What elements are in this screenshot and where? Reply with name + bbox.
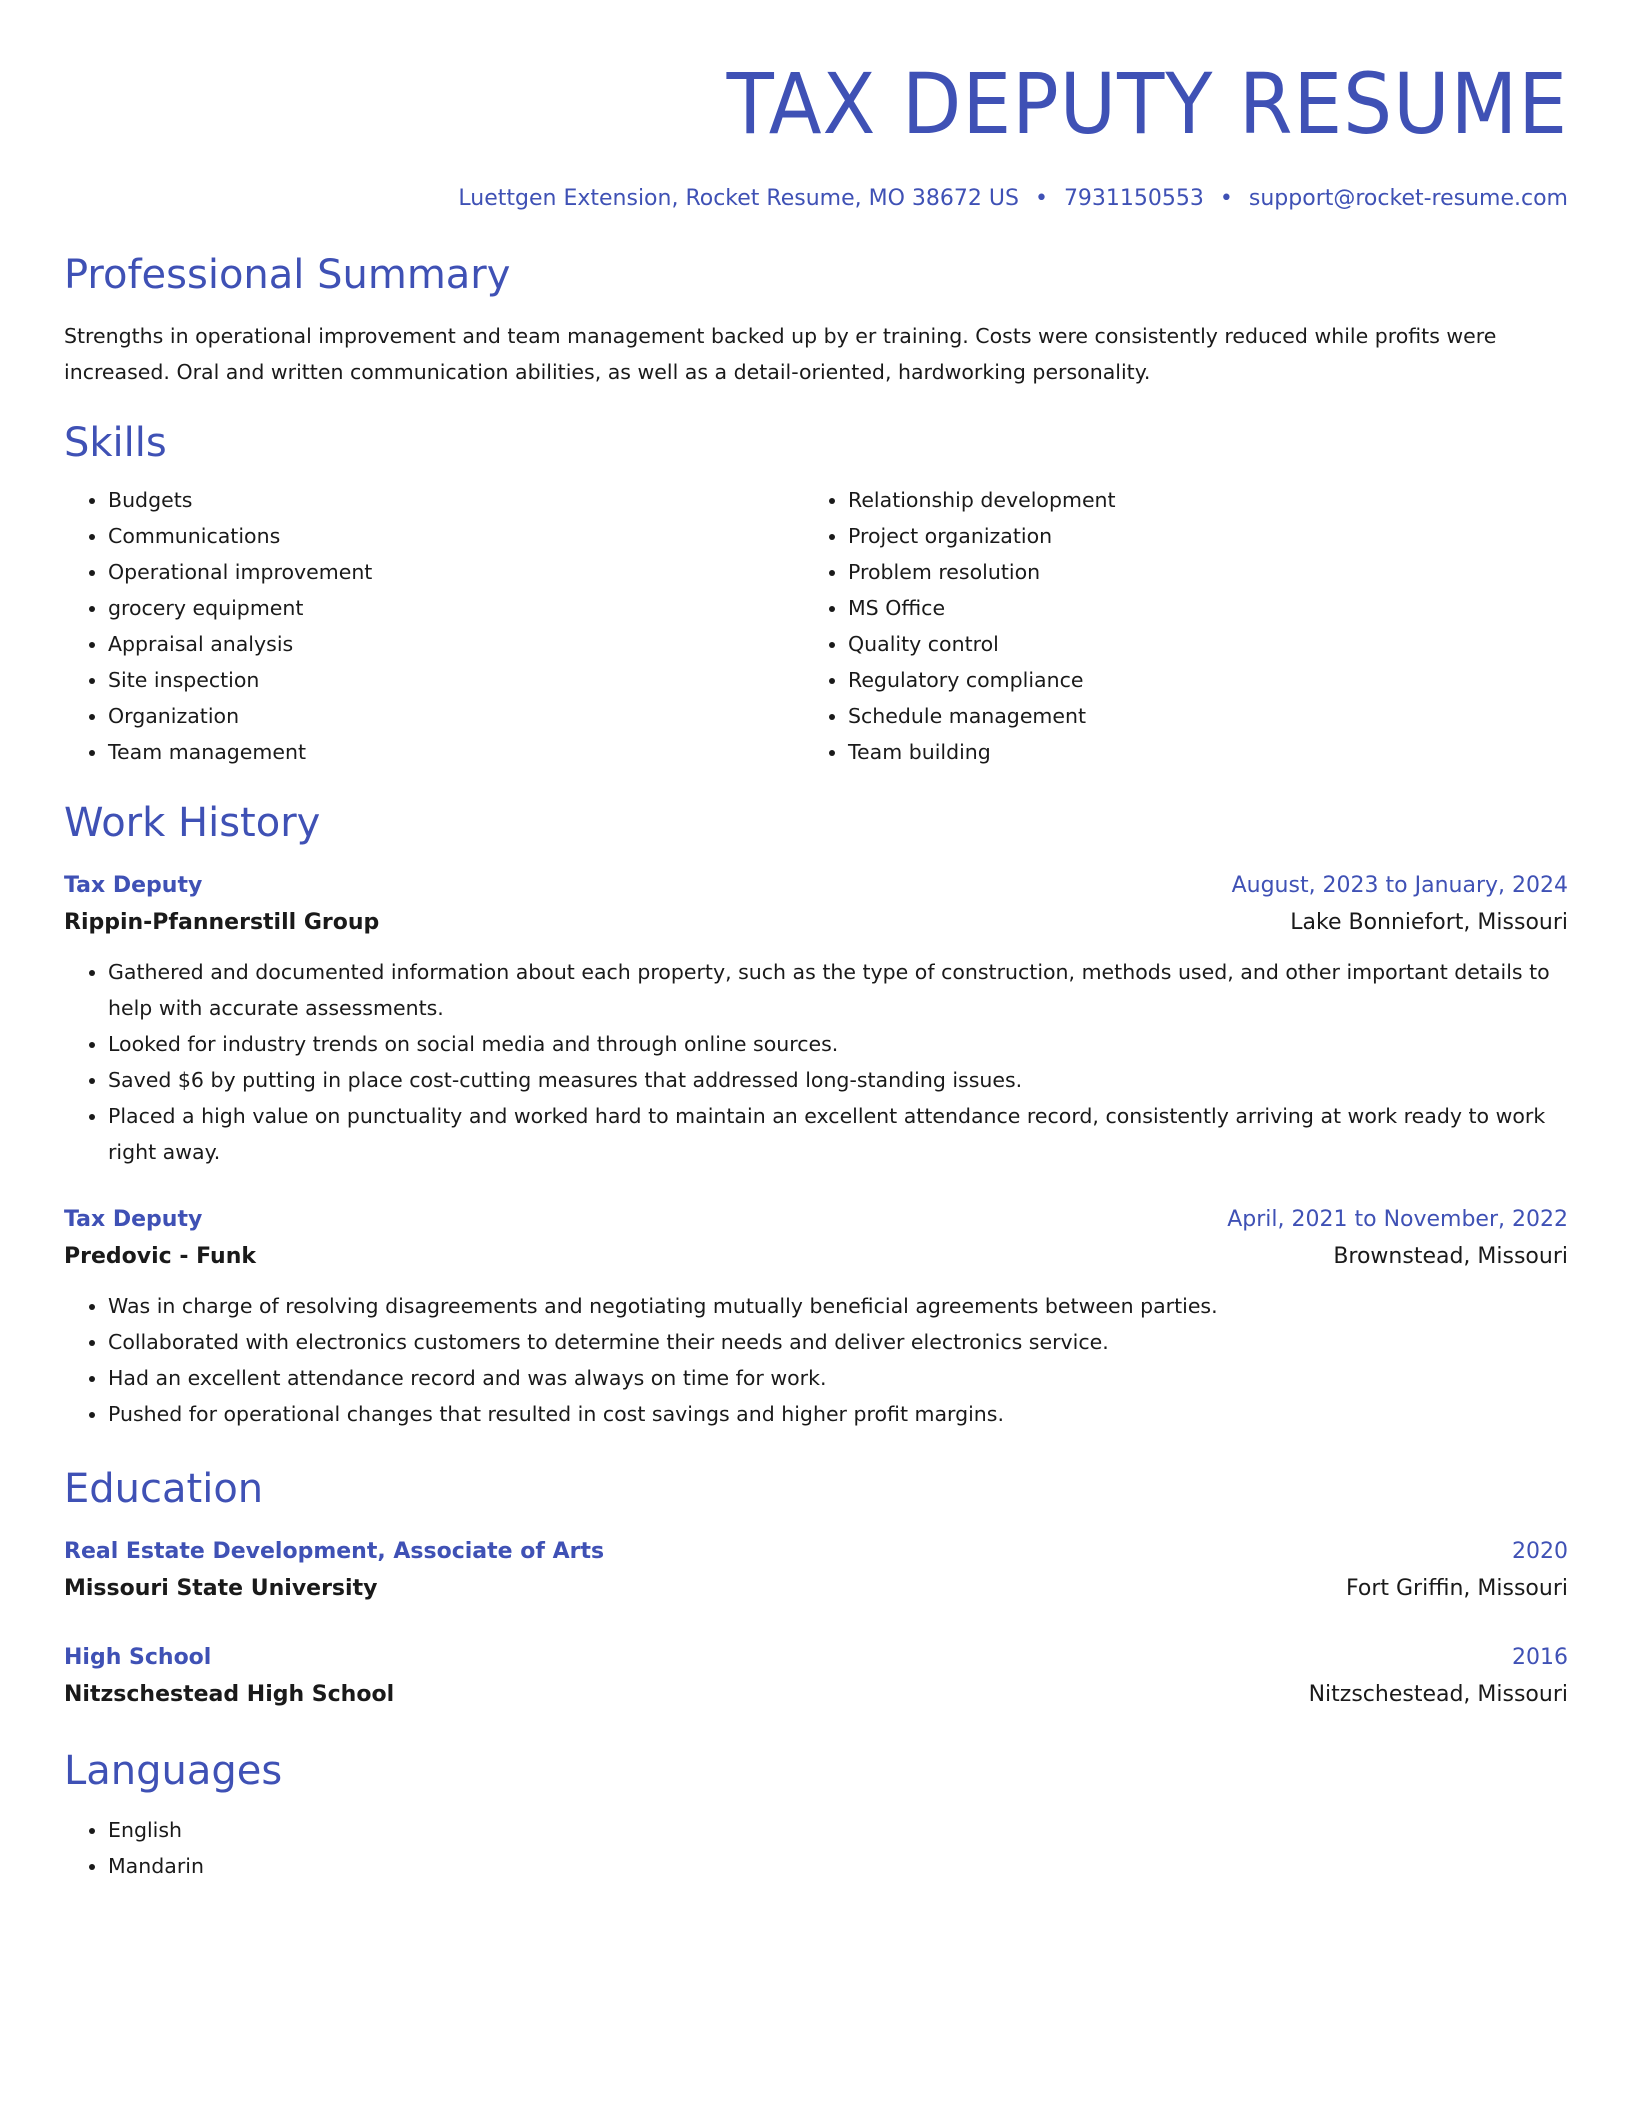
education-entry [64,1640,1568,1714]
school-name: Missouri State University [64,1576,378,1601]
job-bullet: • Placed a high value on punctuality and worked hard to maintain an excellent attendance record, consistently arriving at work ready to work right away. [108,1098,1568,1170]
school-location: Fort Griffin, Missouri [1346,1576,1568,1601]
skill-item: • Project organization [848,518,1544,554]
work-history-heading: Work History [64,800,321,846]
graduation-year: 2016 [1512,1645,1568,1670]
education-entry-subheader [64,1676,1568,1714]
languages-list [64,1812,1568,1884]
summary-text: Strengths in operational improvement and team management backed up by er training. Costs were consistently reduced while profits were increased. Oral and written communication abilities, as well as a detail-oriented, hardworking personality. [64,324,1497,384]
job-bullet: • Was in charge of resolving disagreements and negotiating mutually beneficial agreements between parties. [108,1288,1568,1324]
job-dates: April, 2021 to November, 2022 [1227,1207,1568,1232]
job-bullet: • Saved $6 by putting in place cost-cutting measures that addressed long-standing issues. [108,1062,1568,1098]
graduation-year: 2020 [1512,1539,1568,1564]
job-bullet: • Collaborated with electronics customers to determine their needs and deliver electronics service. [108,1324,1568,1360]
skills-heading: Skills [64,420,167,466]
job-bullet: • Pushed for operational changes that resulted in cost savings and higher profit margins. [108,1396,1568,1432]
job-title: Tax Deputy [64,873,203,898]
work-entry [64,868,1568,1170]
work-entry [64,1202,1568,1432]
skill-item: • Schedule management [848,698,1544,734]
work-entry-header [64,868,1568,904]
education-entry-header [64,1534,1568,1570]
job-location: Lake Bonniefort, Missouri [1290,910,1568,935]
skill-item: • Team management [108,734,804,770]
company-name: Predovic - Funk [64,1244,257,1269]
contact-line [64,184,1568,214]
language-item: • English [108,1812,1568,1848]
job-bullet: • Looked for industry trends on social media and through online sources. [108,1026,1568,1062]
school-name: Nitzschestead High School [64,1682,395,1707]
work-entry-header [64,1202,1568,1238]
skill-item: • Site inspection [108,662,804,698]
contact-phone: 7931150553 [1063,186,1204,211]
education-heading: Education [64,1466,264,1512]
resume-title: TAX DEPUTY RESUME [726,55,1568,153]
skill-item: • Appraisal analysis [108,626,804,662]
work-entry-subheader [64,1238,1568,1276]
degree-name: Real Estate Development, Associate of Arts [64,1539,605,1564]
skill-item: • Budgets [108,482,804,518]
degree-name: High School [64,1645,212,1670]
education-entry [64,1534,1568,1608]
skill-item: • MS Office [848,590,1544,626]
contact-address: Luettgen Extension, Rocket Resume, MO 38672 US [458,186,1019,211]
languages-heading: Languages [64,1748,283,1794]
skills-column-right [804,482,1544,770]
job-location: Brownstead, Missouri [1333,1244,1568,1269]
work-entry-subheader [64,904,1568,942]
skill-item: • Team building [848,734,1544,770]
skill-item: • Regulatory compliance [848,662,1544,698]
skill-item: • grocery equipment [108,590,804,626]
skill-item: • Quality control [848,626,1544,662]
skill-item: • Relationship development [848,482,1544,518]
contact-separator: • [1219,186,1233,211]
skills-column-left [64,482,804,770]
job-bullet: • Had an excellent attendance record and was always on time for work. [108,1360,1568,1396]
job-dates: August, 2023 to January, 2024 [1231,873,1568,898]
skill-item: • Organization [108,698,804,734]
skill-item: • Problem resolution [848,554,1544,590]
job-title: Tax Deputy [64,1207,203,1232]
language-item: • Mandarin [108,1848,1568,1884]
job-bullets [64,1288,1568,1432]
job-bullet: • Gathered and documented information about each property, such as the type of construction, methods used, and other important details to help with accurate assessments. [108,954,1568,1026]
skill-item: • Operational improvement [108,554,804,590]
contact-separator: • [1034,186,1048,211]
summary-heading: Professional Summary [64,252,511,298]
skills-list [64,482,1568,770]
school-location: Nitzschestead, Missouri [1308,1682,1568,1707]
education-entry-subheader [64,1570,1568,1608]
skill-item: • Communications [108,518,804,554]
resume-header [64,56,1568,214]
company-name: Rippin-Pfannerstill Group [64,910,380,935]
education-entry-header [64,1640,1568,1676]
job-bullets [64,954,1568,1170]
contact-email: support@rocket-resume.com [1248,186,1568,211]
